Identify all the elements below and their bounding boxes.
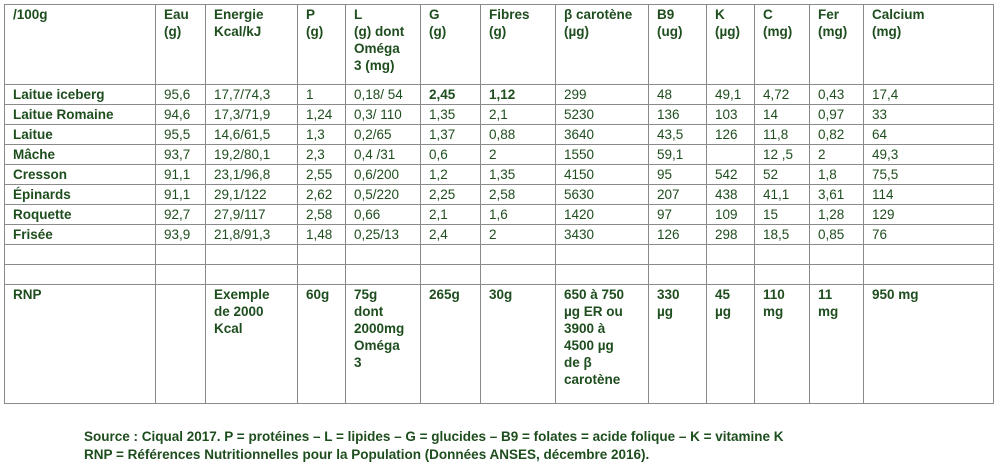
value-cell: 95,6	[156, 85, 206, 105]
rnp-value-cell: 45 µg	[707, 285, 755, 404]
rnp-row	[5, 285, 994, 404]
value-cell: 2	[481, 225, 556, 245]
value-cell: 1,2	[421, 165, 481, 185]
value-cell: 3430	[556, 225, 649, 245]
value-cell: 1,8	[810, 165, 864, 185]
value-cell: 1420	[556, 205, 649, 225]
header-cell: K (µg)	[707, 5, 755, 85]
value-cell: 2	[481, 145, 556, 165]
rnp-value-cell: 30g	[481, 285, 556, 404]
value-cell: 15	[755, 205, 810, 225]
empty-cell	[156, 245, 206, 265]
empty-cell	[649, 265, 707, 285]
value-cell: 438	[707, 185, 755, 205]
value-cell: 14,6/61,5	[206, 125, 298, 145]
rnp-value-cell: Exemple de 2000 Kcal	[206, 285, 298, 404]
value-cell: 2,1	[421, 205, 481, 225]
value-cell: 2,58	[298, 205, 346, 225]
value-cell: 19,2/80,1	[206, 145, 298, 165]
food-name-cell: Frisée	[5, 225, 156, 245]
header-cell: Fibres (g)	[481, 5, 556, 85]
header-row	[5, 5, 994, 85]
value-cell: 93,7	[156, 145, 206, 165]
value-cell: 4150	[556, 165, 649, 185]
value-cell: 2,62	[298, 185, 346, 205]
food-name-cell: Mâche	[5, 145, 156, 165]
value-cell: 1	[298, 85, 346, 105]
table-row	[5, 145, 994, 165]
value-cell: 542	[707, 165, 755, 185]
value-cell: 33	[864, 105, 994, 125]
value-cell: 3,61	[810, 185, 864, 205]
header-cell: Calcium (mg)	[864, 5, 994, 85]
empty-cell	[346, 245, 421, 265]
empty-cell	[206, 245, 298, 265]
table-row	[5, 185, 994, 205]
value-cell: 1,48	[298, 225, 346, 245]
value-cell: 0,3/ 110	[346, 105, 421, 125]
value-cell: 126	[649, 225, 707, 245]
header-cell: Energie Kcal/kJ	[206, 5, 298, 85]
food-name-cell: Roquette	[5, 205, 156, 225]
value-cell: 52	[755, 165, 810, 185]
rnp-value-cell: 265g	[421, 285, 481, 404]
header-cell: B9 (ug)	[649, 5, 707, 85]
rnp-value-cell: 110 mg	[755, 285, 810, 404]
value-cell: 1,24	[298, 105, 346, 125]
value-cell: 1,35	[481, 165, 556, 185]
value-cell: 92,7	[156, 205, 206, 225]
empty-cell	[156, 265, 206, 285]
value-cell: 0,82	[810, 125, 864, 145]
value-cell: 48	[649, 85, 707, 105]
value-cell: 1,6	[481, 205, 556, 225]
value-cell: 1,12	[481, 85, 556, 105]
value-cell: 97	[649, 205, 707, 225]
value-cell: 298	[707, 225, 755, 245]
value-cell: 49,1	[707, 85, 755, 105]
value-cell: 0,97	[810, 105, 864, 125]
empty-cell	[810, 245, 864, 265]
value-cell: 23,1/96,8	[206, 165, 298, 185]
value-cell: 0,25/13	[346, 225, 421, 245]
empty-cell	[206, 265, 298, 285]
header-cell: β carotène (µg)	[556, 5, 649, 85]
value-cell: 94,6	[156, 105, 206, 125]
value-cell: 76	[864, 225, 994, 245]
value-cell: 1,28	[810, 205, 864, 225]
value-cell: 64	[864, 125, 994, 145]
header-cell: L (g) dont Oméga 3 (mg)	[346, 5, 421, 85]
value-cell: 207	[649, 185, 707, 205]
empty-cell	[481, 265, 556, 285]
value-cell: 1,35	[421, 105, 481, 125]
empty-cell	[864, 245, 994, 265]
source-line-2: RNP = Références Nutritionnelles pour la Population (Données ANSES, décembre 2016).	[84, 447, 650, 462]
value-cell: 129	[864, 205, 994, 225]
value-cell: 4,72	[755, 85, 810, 105]
value-cell: 91,1	[156, 185, 206, 205]
empty-cell	[298, 245, 346, 265]
empty-cell	[810, 265, 864, 285]
food-name-cell: Laitue Romaine	[5, 105, 156, 125]
value-cell: 2	[810, 145, 864, 165]
header-cell: G (g)	[421, 5, 481, 85]
food-name-cell: Cresson	[5, 165, 156, 185]
header-cell: /100g	[5, 5, 156, 85]
value-cell: 5630	[556, 185, 649, 205]
empty-cell	[707, 265, 755, 285]
value-cell: 2,55	[298, 165, 346, 185]
empty-cell	[5, 265, 156, 285]
empty-cell	[864, 265, 994, 285]
value-cell: 43,5	[649, 125, 707, 145]
empty-cell	[556, 265, 649, 285]
nutrition-table	[4, 4, 994, 404]
table-row	[5, 105, 994, 125]
empty-cell	[421, 265, 481, 285]
empty-cell	[649, 245, 707, 265]
value-cell: 17,4	[864, 85, 994, 105]
header-cell: P (g)	[298, 5, 346, 85]
rnp-value-cell: 75g dont 2000mg Oméga 3	[346, 285, 421, 404]
value-cell: 21,8/91,3	[206, 225, 298, 245]
value-cell: 1,3	[298, 125, 346, 145]
value-cell: 3640	[556, 125, 649, 145]
value-cell: 0,6	[421, 145, 481, 165]
value-cell: 27,9/117	[206, 205, 298, 225]
value-cell: 59,1	[649, 145, 707, 165]
value-cell: 0,5/220	[346, 185, 421, 205]
value-cell: 109	[707, 205, 755, 225]
value-cell: 2,45	[421, 85, 481, 105]
rnp-label-cell: RNP	[5, 285, 156, 404]
value-cell: 5230	[556, 105, 649, 125]
empty-cell	[421, 245, 481, 265]
food-name-cell: Laitue	[5, 125, 156, 145]
value-cell: 12 ,5	[755, 145, 810, 165]
rnp-value-cell: 950 mg	[864, 285, 994, 404]
value-cell: 103	[707, 105, 755, 125]
value-cell: 0,43	[810, 85, 864, 105]
value-cell: 91,1	[156, 165, 206, 185]
empty-cell	[755, 245, 810, 265]
value-cell: 114	[864, 185, 994, 205]
value-cell: 136	[649, 105, 707, 125]
rnp-value-cell: 11 mg	[810, 285, 864, 404]
value-cell: 1550	[556, 145, 649, 165]
table-row	[5, 165, 994, 185]
table-row	[5, 85, 994, 105]
source-note	[84, 428, 784, 464]
value-cell: 2,4	[421, 225, 481, 245]
value-cell: 17,7/74,3	[206, 85, 298, 105]
empty-cell	[481, 245, 556, 265]
value-cell: 93,9	[156, 225, 206, 245]
header-cell: Fer (mg)	[810, 5, 864, 85]
value-cell: 95	[649, 165, 707, 185]
value-cell: 0,6/200	[346, 165, 421, 185]
empty-cell	[755, 265, 810, 285]
table-row	[5, 225, 994, 245]
food-name-cell: Laitue iceberg	[5, 85, 156, 105]
value-cell	[707, 145, 755, 165]
table-row	[5, 205, 994, 225]
empty-cell	[556, 245, 649, 265]
empty-cell	[298, 265, 346, 285]
value-cell: 2,58	[481, 185, 556, 205]
rnp-value-cell: 650 à 750 µg ER ou 3900 à 4500 µg de β carotène	[556, 285, 649, 404]
value-cell: 1,37	[421, 125, 481, 145]
value-cell: 2,25	[421, 185, 481, 205]
blank-row	[5, 265, 994, 285]
value-cell: 2,1	[481, 105, 556, 125]
blank-row	[5, 245, 994, 265]
value-cell: 0,85	[810, 225, 864, 245]
value-cell: 49,3	[864, 145, 994, 165]
value-cell: 95,5	[156, 125, 206, 145]
value-cell: 0,2/65	[346, 125, 421, 145]
value-cell: 0,66	[346, 205, 421, 225]
value-cell: 126	[707, 125, 755, 145]
value-cell: 2,3	[298, 145, 346, 165]
value-cell: 75,5	[864, 165, 994, 185]
empty-cell	[346, 265, 421, 285]
rnp-value-cell: 60g	[298, 285, 346, 404]
header-cell: Eau (g)	[156, 5, 206, 85]
value-cell: 29,1/122	[206, 185, 298, 205]
value-cell: 17,3/71,9	[206, 105, 298, 125]
value-cell: 41,1	[755, 185, 810, 205]
rnp-value-cell: 330 µg	[649, 285, 707, 404]
value-cell: 0,18/ 54	[346, 85, 421, 105]
table-row	[5, 125, 994, 145]
value-cell: 0,88	[481, 125, 556, 145]
value-cell: 0,4 /31	[346, 145, 421, 165]
empty-cell	[707, 245, 755, 265]
empty-cell	[5, 245, 156, 265]
rnp-value-cell	[156, 285, 206, 404]
source-line-1: Source : Ciqual 2017. P = protéines – L = lipides – G = glucides – B9 = folates = acide folique – K = vitamine K	[84, 429, 784, 444]
value-cell: 18,5	[755, 225, 810, 245]
value-cell: 11,8	[755, 125, 810, 145]
value-cell: 299	[556, 85, 649, 105]
food-name-cell: Épinards	[5, 185, 156, 205]
value-cell: 14	[755, 105, 810, 125]
header-cell: C (mg)	[755, 5, 810, 85]
